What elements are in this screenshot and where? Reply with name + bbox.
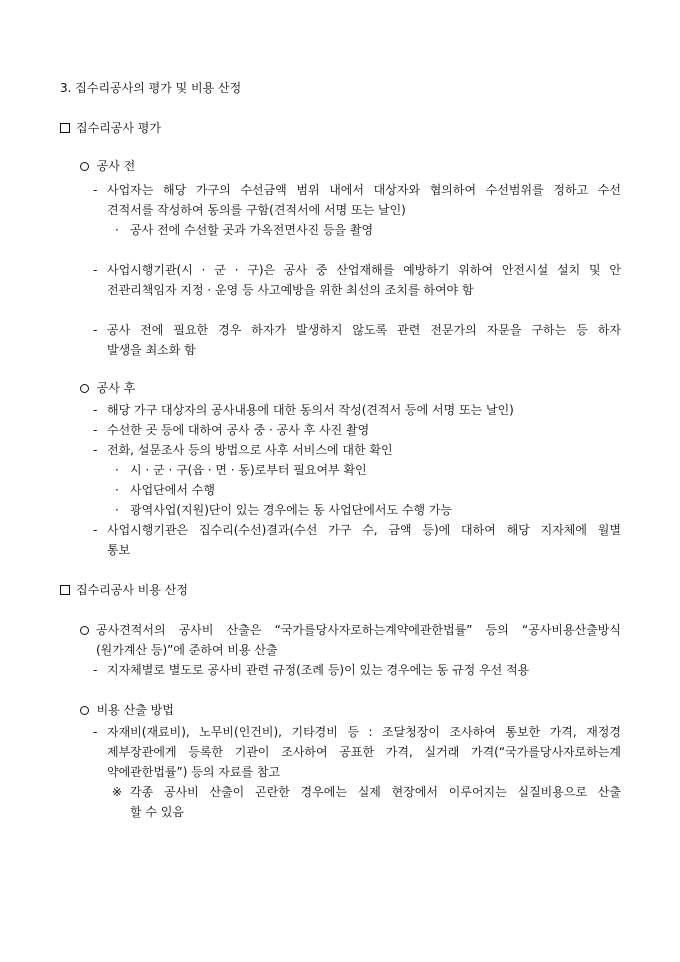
paragraph-text: (원가계산 등)”에 준하여 비용 산출 — [96, 643, 278, 657]
bullet-text: 해당 가구 대상자의 공사내용에 대한 동의서 작성(견적서 등에 서명 또는 날인) — [107, 403, 514, 417]
dash-marker: - — [93, 263, 98, 277]
bullet-text: 자재비(재료비), 노무비(인건비), 기타경비 등 : 조달청장이 조사하여 통보한 가격, 재정경 — [107, 725, 621, 739]
dash-marker: - — [93, 725, 98, 739]
bullet-text: 수선한 곳 등에 대하여 공사 중 · 공사 후 사진 촬영 — [107, 423, 370, 437]
circle-bullet-icon — [80, 626, 89, 635]
sub-bullet-text: 공사 전에 수선할 곳과 가옥전면사진 등을 촬영 — [130, 223, 374, 237]
dash-marker: - — [93, 183, 98, 197]
note-marker: ※ — [112, 785, 123, 799]
note-text: 할 수 있음 — [130, 805, 184, 819]
dash-marker: - — [93, 323, 98, 337]
square-bullet-icon — [60, 123, 70, 133]
dot-marker: · — [115, 503, 119, 517]
bullet-text: 제부장관에게 등록한 기관이 조사하여 공표한 가격, 실거래 가격(“국가를당사자로하는계 — [107, 745, 621, 759]
bullet-text: 공사 전에 필요한 경우 하자가 발생하지 않도록 관련 전문가의 자문을 구하는 등 하자 — [107, 323, 621, 337]
bullet-text: 발생을 최소화 함 — [107, 343, 196, 357]
square-bullet-icon — [60, 585, 70, 595]
dot-marker: · — [115, 483, 119, 497]
bullet-text: 전관리책임자 지정 · 운영 등 사고예방을 위한 최선의 조치를 하여야 함 — [107, 283, 474, 297]
dash-marker: - — [93, 523, 98, 537]
dot-marker: · — [115, 223, 119, 237]
subsection-before-heading: 공사 전 — [80, 158, 135, 174]
bullet-text: 사업시행기관은 집수리(수선)결과(수선 가구 수, 금액 등)에 대하여 해당 지자체에 월별 — [107, 523, 621, 537]
circle-marker — [80, 622, 89, 638]
section-title: 3. 집수리공사의 평가 및 비용 산정 — [60, 81, 242, 95]
dash-marker: - — [93, 443, 98, 457]
bullet-text: 전화, 설문조사 등의 방법으로 사후 서비스에 대한 확인 — [107, 443, 393, 457]
bullet-text: 사업자는 해당 가구의 수선금액 범위 내에서 대상자와 협의하여 수선범위를 정하고 수선 — [107, 183, 621, 197]
section-1-heading: 집수리공사 평가 — [60, 120, 161, 136]
paragraph-text: 공사견적서의 공사비 산출은 “국가를당사자로하는계약에관한법률” 등의 “공사비용산출방식 — [96, 623, 621, 637]
sub-bullet-text: 광역사업(지원)단이 있는 경우에는 동 사업단에서도 수행 가능 — [130, 503, 453, 517]
circle-bullet-icon — [80, 162, 89, 171]
dot-marker: · — [115, 463, 119, 477]
sub-bullet-text: 사업단에서 수행 — [130, 483, 215, 497]
sub-bullet-text: 시 · 군 · 구(읍 · 면 · 동)로부터 필요여부 확인 — [130, 463, 367, 477]
section-2-heading: 집수리공사 비용 산정 — [60, 582, 188, 598]
bullet-text: 통보 — [107, 543, 131, 557]
bullet-text: 지자체별로 별도로 공사비 관련 규정(조례 등)이 있는 경우에는 동 규정 우선 적용 — [107, 663, 530, 677]
note-text: 각종 공사비 산출이 곤란한 경우에는 실제 현장에서 이루어지는 실질비용으로 산출 — [130, 785, 621, 799]
subsection-after-heading: 공사 후 — [80, 380, 135, 396]
circle-bullet-icon — [80, 384, 89, 393]
dash-marker: - — [93, 663, 98, 677]
subsection-cost-heading: 비용 산출 방법 — [80, 702, 174, 718]
bullet-text: 사업시행기관(시 · 군 · 구)은 공사 중 산업재해를 예방하기 위하여 안전시설 설치 및 안 — [107, 263, 621, 277]
bullet-text: 견적서를 작성하여 동의를 구함(견적서에 서명 또는 날인) — [107, 203, 406, 217]
bullet-text: 약에관한법률”) 등의 자료를 참고 — [107, 765, 281, 779]
circle-bullet-icon — [80, 706, 89, 715]
dash-marker: - — [93, 423, 98, 437]
dash-marker: - — [93, 403, 98, 417]
